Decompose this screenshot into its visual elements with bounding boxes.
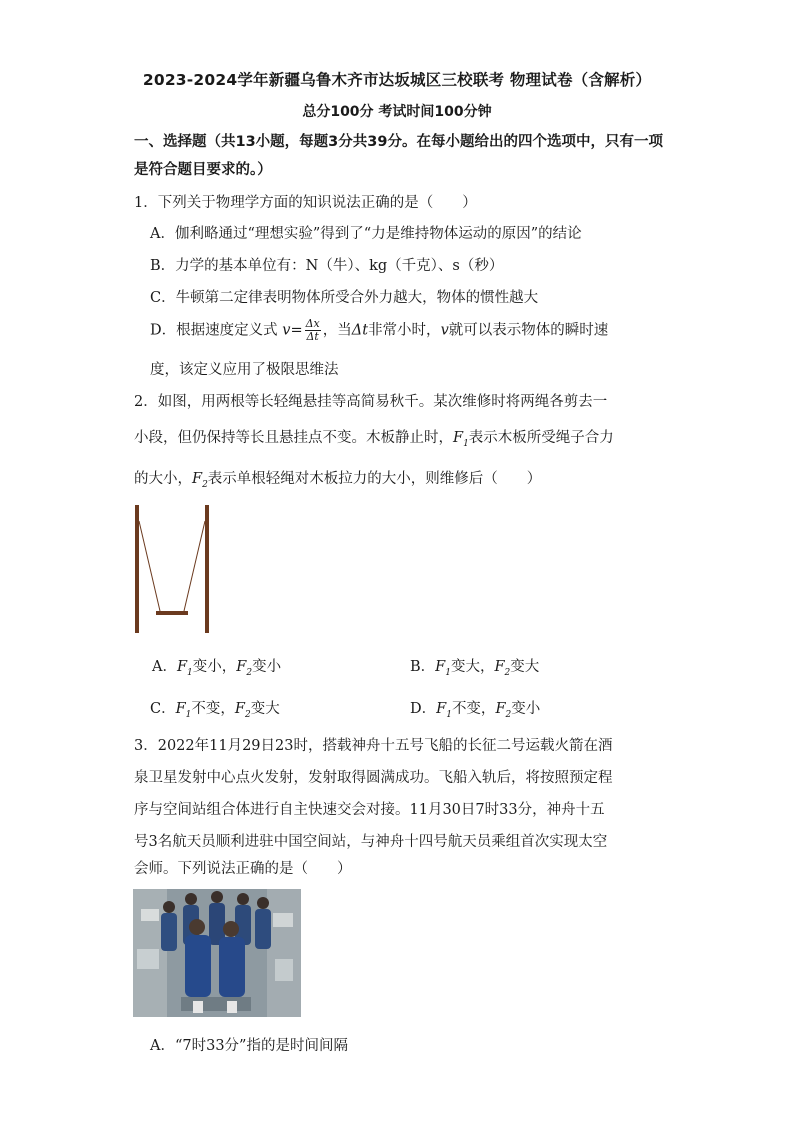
q1-option-c: C．牛顿第二定律表明物体所受合外力越大，物体的惯性越大	[150, 290, 539, 306]
option-text-2: 变大	[510, 659, 540, 675]
option-label: A．	[152, 659, 177, 675]
f-letter: F	[495, 701, 506, 717]
q1-d-post: 就可以表示物体的瞬时速	[448, 322, 609, 339]
subscript-2: 2	[246, 667, 253, 678]
f-letter: F	[175, 701, 186, 717]
f1-symbol	[176, 659, 193, 678]
q1-d-prefix: D．根据速度定义式	[150, 322, 278, 339]
astronauts-photo	[133, 889, 301, 1017]
option-text-1: 变大，	[450, 659, 495, 675]
q2-option-c	[150, 697, 280, 720]
q3-stem-4: 号3名航天员顺利进驻中国空间站，与神舟十四号航天员乘组首次实现太空	[134, 834, 608, 850]
equals-sign: =	[290, 322, 303, 339]
f-letter: F	[494, 659, 505, 675]
f1-symbol	[436, 701, 452, 720]
q2-stem-3	[134, 467, 541, 490]
q2-option-a	[152, 655, 281, 678]
q1-d-mid2: 非常小时，	[368, 322, 441, 339]
section-heading: 一、选择题（共13小题，每题3分共39分。在每小题给出的四个选项中，只有一项是符合题目要求的。）	[134, 134, 663, 178]
page-subtitle: 总分100分 考试时间100分钟	[302, 104, 492, 120]
q2-stem-3-pre: 的大小，	[134, 471, 192, 487]
q2-stem-2	[134, 426, 614, 449]
option-text-1: 变小，	[192, 659, 237, 675]
q3-stem-1: 3．2022年11月29日23时，搭载神舟十五号飞船的长征二号运载火箭在酒	[134, 738, 613, 754]
option-label: C．	[150, 701, 176, 717]
fraction-denominator: Δt	[306, 330, 319, 343]
f2-symbol	[234, 701, 251, 720]
subscript-2: 2	[202, 479, 208, 490]
f-letter: F	[234, 701, 245, 717]
q2-stem-1: 2．如图，用两根等长轻绳悬挂等高简易秋千。某次维修时将两绳各剪去一	[134, 394, 608, 410]
f-letter: F	[176, 659, 188, 675]
q2-option-d	[410, 697, 540, 720]
q1-option-d-cont: 度，该定义应用了极限思维法	[150, 362, 339, 378]
subscript-1: 1	[463, 438, 469, 449]
photo-illustration	[133, 889, 301, 1017]
q1-option-a: A．伽利略通过“理想实验”得到了“力是维持物体运动的原因”的结论	[150, 226, 582, 242]
option-text-1: 不变，	[451, 701, 496, 717]
subscript-1: 1	[446, 709, 452, 720]
f-letter: F	[192, 471, 203, 487]
q2-option-b	[410, 655, 539, 678]
option-text-2: 变小	[252, 659, 282, 675]
velocity-fraction	[305, 318, 321, 343]
q3-stem-5: 会师。下列说法正确的是（ ）	[134, 861, 352, 877]
f1-symbol	[175, 701, 192, 720]
page-title: 2023-2024学年新疆乌鲁木齐市达坂城区三校联考 物理试卷（含解析）	[142, 71, 652, 89]
f2-symbol	[494, 659, 511, 678]
q1-d-mid1: ，当	[322, 322, 352, 339]
delta-t-symbol: Δt	[351, 322, 369, 339]
f2-symbol	[192, 471, 208, 490]
q2-stem-2-pre: 小段，但仍保持等长且悬挂点不变。木板静止时，	[134, 430, 453, 446]
q1-stem: 1．下列关于物理学方面的知识说法正确的是（ ）	[134, 195, 477, 211]
f-letter: F	[435, 659, 446, 675]
f2-symbol	[236, 659, 253, 678]
subscript-2: 2	[504, 667, 511, 678]
swing-board	[156, 611, 188, 615]
q2-stem-2-post: 表示木板所受绳子合力	[468, 430, 614, 446]
f-letter: F	[453, 430, 464, 446]
right-rope	[184, 521, 205, 611]
f1-symbol	[453, 430, 469, 449]
option-text-2: 变大	[250, 701, 280, 717]
q3-stem-3: 序与空间站组合体进行自主快速交会对接。11月30日7时33分，神舟十五	[134, 802, 605, 818]
velocity-symbol-2: v	[440, 322, 449, 339]
q2-stem-3-post: 表示单根轻绳对木板拉力的大小，则维修后（ ）	[207, 471, 542, 487]
f2-symbol	[495, 701, 512, 720]
fraction-numerator: Δx	[305, 317, 320, 330]
option-label: D．	[410, 701, 437, 717]
q1-option-d	[150, 318, 608, 343]
subscript-1: 1	[445, 667, 451, 678]
f-letter: F	[436, 701, 447, 717]
q3-stem-2: 泉卫星发射中心点火发射，发射取得圆满成功。飞船入轨后，将按照预定程	[134, 770, 613, 786]
option-text-1: 不变，	[191, 701, 235, 717]
left-rope	[139, 521, 160, 611]
q3-option-a: A．“7时33分”指的是时间间隔	[150, 1038, 348, 1054]
option-text-2: 变小	[511, 701, 541, 717]
right-post	[205, 505, 209, 633]
velocity-symbol: v	[282, 322, 291, 339]
left-post	[135, 505, 139, 633]
subscript-2: 2	[505, 709, 512, 720]
subscript-1: 1	[185, 709, 192, 720]
f-letter: F	[236, 659, 247, 675]
f1-symbol	[435, 659, 451, 678]
option-label: B．	[410, 659, 436, 675]
subscript-1: 1	[187, 667, 193, 678]
swing-figure	[130, 503, 214, 635]
q1-option-b: B．力学的基本单位有：N（牛）、kg（千克）、s（秒）	[150, 258, 504, 274]
subscript-2: 2	[244, 709, 251, 720]
